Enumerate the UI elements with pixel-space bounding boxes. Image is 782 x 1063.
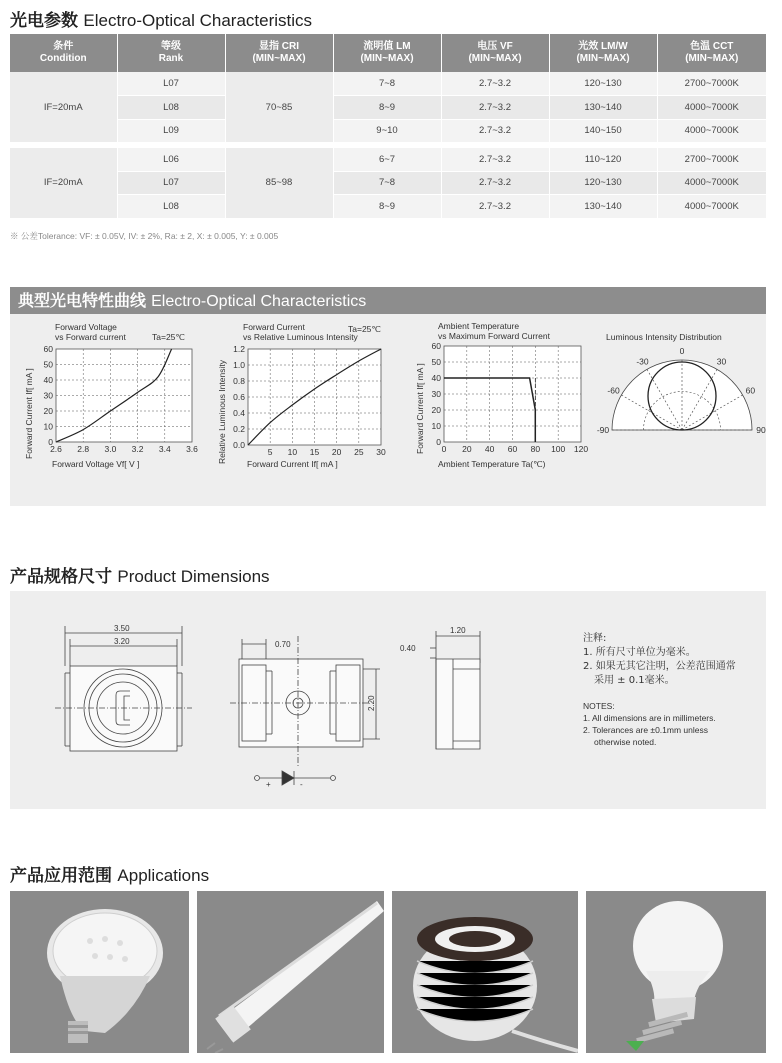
- rank-cell: L08: [117, 96, 225, 120]
- chart1-ytick: 10: [43, 421, 53, 432]
- chart-forward-voltage: [24, 322, 198, 469]
- vf-cell: 2.7~3.2: [441, 96, 549, 120]
- cri-cell: 70~85: [225, 72, 333, 143]
- dim-w-inner: 3.20: [114, 637, 130, 646]
- side-view-drawing: [400, 626, 480, 749]
- chart1-xtick: 3.0: [104, 444, 117, 454]
- chart1-xtick: 3.2: [131, 444, 144, 454]
- cct-cell: 2700~7000K: [657, 72, 766, 96]
- notes-cn-title: 注释:: [583, 633, 607, 644]
- header-rank: 等级 Rank: [117, 34, 225, 72]
- chart1-title-line2: vs Forward current: [55, 332, 126, 342]
- notes-en-title: NOTES:: [583, 701, 615, 711]
- lmw-cell: 120~130: [549, 72, 657, 96]
- vf-cell: 2.7~3.2: [441, 195, 549, 219]
- chart-luminous-distribution: [597, 332, 766, 435]
- dimensions-panel: [10, 591, 766, 809]
- notes-cn-2: 2. 如果无其它注明，公差范围通常: [583, 661, 736, 672]
- polar-angle-label: 60: [745, 385, 756, 396]
- chart1-xtick: 3.6: [186, 444, 198, 454]
- lm-cell: 7~8: [333, 72, 441, 96]
- notes-cn-2b: 采用 ± 0.1毫米。: [594, 675, 675, 686]
- chart1-ytick: 50: [43, 359, 53, 370]
- rank-cell: L09: [117, 119, 225, 143]
- top-view-drawing: [55, 624, 192, 751]
- vf-cell: 2.7~3.2: [441, 171, 549, 195]
- app-image-par-lamp: [10, 891, 189, 1053]
- chart1-ytick: 30: [43, 390, 53, 401]
- polar-angle-label: -60: [607, 385, 620, 396]
- dim-w-outer: 3.50: [114, 624, 130, 633]
- cct-cell: 4000~7000K: [657, 195, 766, 219]
- chart3-xtick: 100: [551, 444, 566, 454]
- chart1-xlabel: Forward Voltage Vf[ V ]: [52, 459, 140, 469]
- chart1-xtick: 2.6: [50, 444, 62, 454]
- lm-cell: 9~10: [333, 119, 441, 143]
- chart2-xtick: 25: [354, 447, 364, 457]
- polar-angle-label: -90: [596, 425, 610, 435]
- rank-cell: L07: [117, 72, 225, 96]
- chart2-ytick: 1.2: [233, 344, 245, 354]
- lm-cell: 8~9: [333, 96, 441, 120]
- header-lmw: 光效 LM/W (MIN~MAX): [549, 34, 657, 72]
- notes-en-1: 1. All dimensions are in millimeters.: [583, 713, 716, 723]
- table-row: [10, 171, 766, 195]
- chart2-ytick: 0.4: [233, 408, 245, 418]
- section-title-electro-optical: 光电参数 Electro-Optical Characteristics: [10, 11, 313, 31]
- polar-angle-label: 30: [716, 356, 727, 367]
- curves-panel: [10, 314, 766, 506]
- par-lamp-image: [10, 891, 189, 1053]
- lmw-cell: 130~140: [549, 96, 657, 120]
- chart2-ytick: 1.0: [233, 360, 245, 370]
- section-title-curves: 典型光电特性曲线 Electro-Optical Characteristics: [10, 287, 766, 314]
- led-tube-image: [197, 891, 384, 1053]
- lmw-cell: 130~140: [549, 195, 657, 219]
- chart2-condition: Ta=25℃: [348, 324, 381, 334]
- polar-angle-label: 0: [679, 346, 685, 356]
- led-bulb-image: [586, 891, 766, 1053]
- cct-cell: 4000~7000K: [657, 171, 766, 195]
- chart2-xtick: 20: [331, 447, 342, 457]
- chart2-xlabel: Forward Current If[ mA ]: [247, 459, 338, 469]
- rank-cell: L07: [117, 171, 225, 195]
- chart2-xtick: 10: [287, 447, 298, 457]
- curves-svg: [10, 314, 766, 506]
- chart3-ytick: 50: [431, 357, 441, 367]
- led-strip-image: [392, 891, 578, 1053]
- chart-relative-luminous: [217, 322, 386, 469]
- notes-cn-1: 1. 所有尺寸单位为毫米。: [583, 647, 696, 658]
- chart3-xtick: 60: [507, 444, 518, 454]
- chart2-ytick: 0.2: [233, 424, 245, 434]
- bottom-view-drawing: [230, 636, 380, 789]
- polar-angle-label: 90: [756, 425, 766, 435]
- chart2-ytick: 0.8: [233, 376, 245, 386]
- polar-outer-arc: [612, 360, 752, 430]
- chart3-title-line1: Ambient Temperature: [438, 321, 520, 331]
- table-row: [10, 96, 766, 120]
- vf-cell: 2.7~3.2: [441, 148, 549, 172]
- notes-en-2: 2. Tolerances are ±0.1mm unless: [583, 725, 708, 735]
- polarity-minus: -: [300, 780, 303, 789]
- chart-ambient-temperature: [415, 321, 588, 469]
- chart1-ytick: 0: [48, 437, 53, 447]
- header-cct: 色温 CCT (MIN~MAX): [657, 34, 766, 72]
- chart2-ytick: 0.0: [233, 440, 245, 450]
- table-row: [10, 195, 766, 219]
- section-title-applications: 产品应用范围 Applications: [10, 866, 210, 886]
- applications-gallery: [10, 891, 766, 1053]
- table-row: [10, 119, 766, 143]
- chart4-title: Luminous Intensity Distribution: [606, 332, 722, 342]
- chart2-ytick: 0.6: [233, 392, 245, 402]
- chart3-ytick: 60: [431, 341, 441, 351]
- chart3-ylabel: Forward Current If[ mA ]: [415, 363, 425, 454]
- header-lm: 流明值 LM (MIN~MAX): [333, 34, 441, 72]
- chart3-xtick: 120: [573, 444, 589, 454]
- app-image-led-tube: [197, 891, 384, 1053]
- header-vf: 电压 VF (MIN~MAX): [441, 34, 549, 72]
- chart1-title-line1: Forward Voltage: [55, 322, 117, 332]
- section-title-dimensions: 产品规格尺寸 Product Dimensions: [10, 567, 270, 587]
- rank-cell: L06: [117, 148, 225, 172]
- header-condition: 条件 Condition: [10, 34, 117, 72]
- chart2-title-line2: vs Relative Luminous Intensity: [243, 332, 358, 342]
- chart3-xtick: 80: [530, 444, 541, 454]
- chart1-ytick: 60: [43, 344, 53, 354]
- dim-height: 2.20: [367, 695, 376, 711]
- chart3-title-line2: vs Maximum Forward Current: [438, 331, 550, 341]
- lm-cell: 8~9: [333, 195, 441, 219]
- lmw-cell: 120~130: [549, 171, 657, 195]
- condition-cell: IF=20mA: [10, 148, 117, 219]
- chart1-ytick: 40: [43, 375, 53, 385]
- notes-en-2b: otherwise noted.: [594, 737, 657, 747]
- electro-optical-table: [10, 34, 766, 219]
- chart3-ytick: 30: [431, 389, 441, 399]
- vf-cell: 2.7~3.2: [441, 119, 549, 143]
- cct-cell: 4000~7000K: [657, 119, 766, 143]
- chart2-ylabel: Relative Luminous Intensity: [217, 360, 227, 464]
- chart1-ytick: 20: [43, 406, 53, 416]
- chart2-xtick: 30: [376, 447, 386, 457]
- lm-cell: 6~7: [333, 148, 441, 172]
- lm-cell: 7~8: [333, 171, 441, 195]
- chart3-ytick: 40: [431, 373, 441, 383]
- lmw-cell: 110~120: [549, 148, 657, 172]
- chart3-ytick: 20: [431, 405, 441, 415]
- lmw-cell: 140~150: [549, 119, 657, 143]
- header-cri: 显指 CRI (MIN~MAX): [225, 34, 333, 72]
- app-image-led-strip: [392, 891, 578, 1053]
- chart1-xtick: 3.4: [158, 444, 171, 454]
- chart1-condition: Ta=25℃: [152, 332, 185, 342]
- vf-cell: 2.7~3.2: [441, 72, 549, 96]
- chart3-xtick: 0: [441, 444, 447, 454]
- chart3-xtick: 40: [484, 444, 495, 454]
- cct-cell: 4000~7000K: [657, 96, 766, 120]
- rank-cell: L08: [117, 195, 225, 219]
- dim-pad: 0.70: [275, 640, 291, 649]
- condition-cell: IF=20mA: [10, 72, 117, 143]
- dim-side-t: 0.40: [400, 644, 416, 653]
- table-row: [10, 148, 766, 172]
- chart3-ytick: 10: [431, 421, 441, 431]
- chart1-ylabel: Forward Current If[ mA ]: [24, 368, 34, 459]
- dim-side-w: 1.20: [450, 626, 466, 635]
- polarity-plus: +: [266, 780, 271, 789]
- table-header-row: [10, 34, 766, 72]
- chart3-xlabel: Ambient Temperature Ta(℃): [438, 459, 546, 469]
- table-row: [10, 72, 766, 96]
- cct-cell: 2700~7000K: [657, 148, 766, 172]
- chart1-xtick: 2.8: [77, 444, 90, 454]
- polar-angle-label: -30: [636, 356, 649, 367]
- chart2-title-line1: Forward Current: [243, 322, 305, 332]
- dimension-notes: [583, 632, 736, 748]
- chart2-xtick: 5: [267, 447, 273, 457]
- chart3-ytick: 0: [436, 437, 441, 447]
- cri-cell: 85~98: [225, 148, 333, 219]
- app-image-led-bulb: [586, 891, 766, 1053]
- chart2-xtick: 15: [309, 447, 320, 457]
- chart3-xtick: 20: [462, 444, 472, 454]
- tolerance-note: ※ 公差Tolerance: VF: ± 0.05V, IV: ± 2%, Ra: ± 2, X: ± 0.005, Y: ± 0.005: [10, 231, 279, 241]
